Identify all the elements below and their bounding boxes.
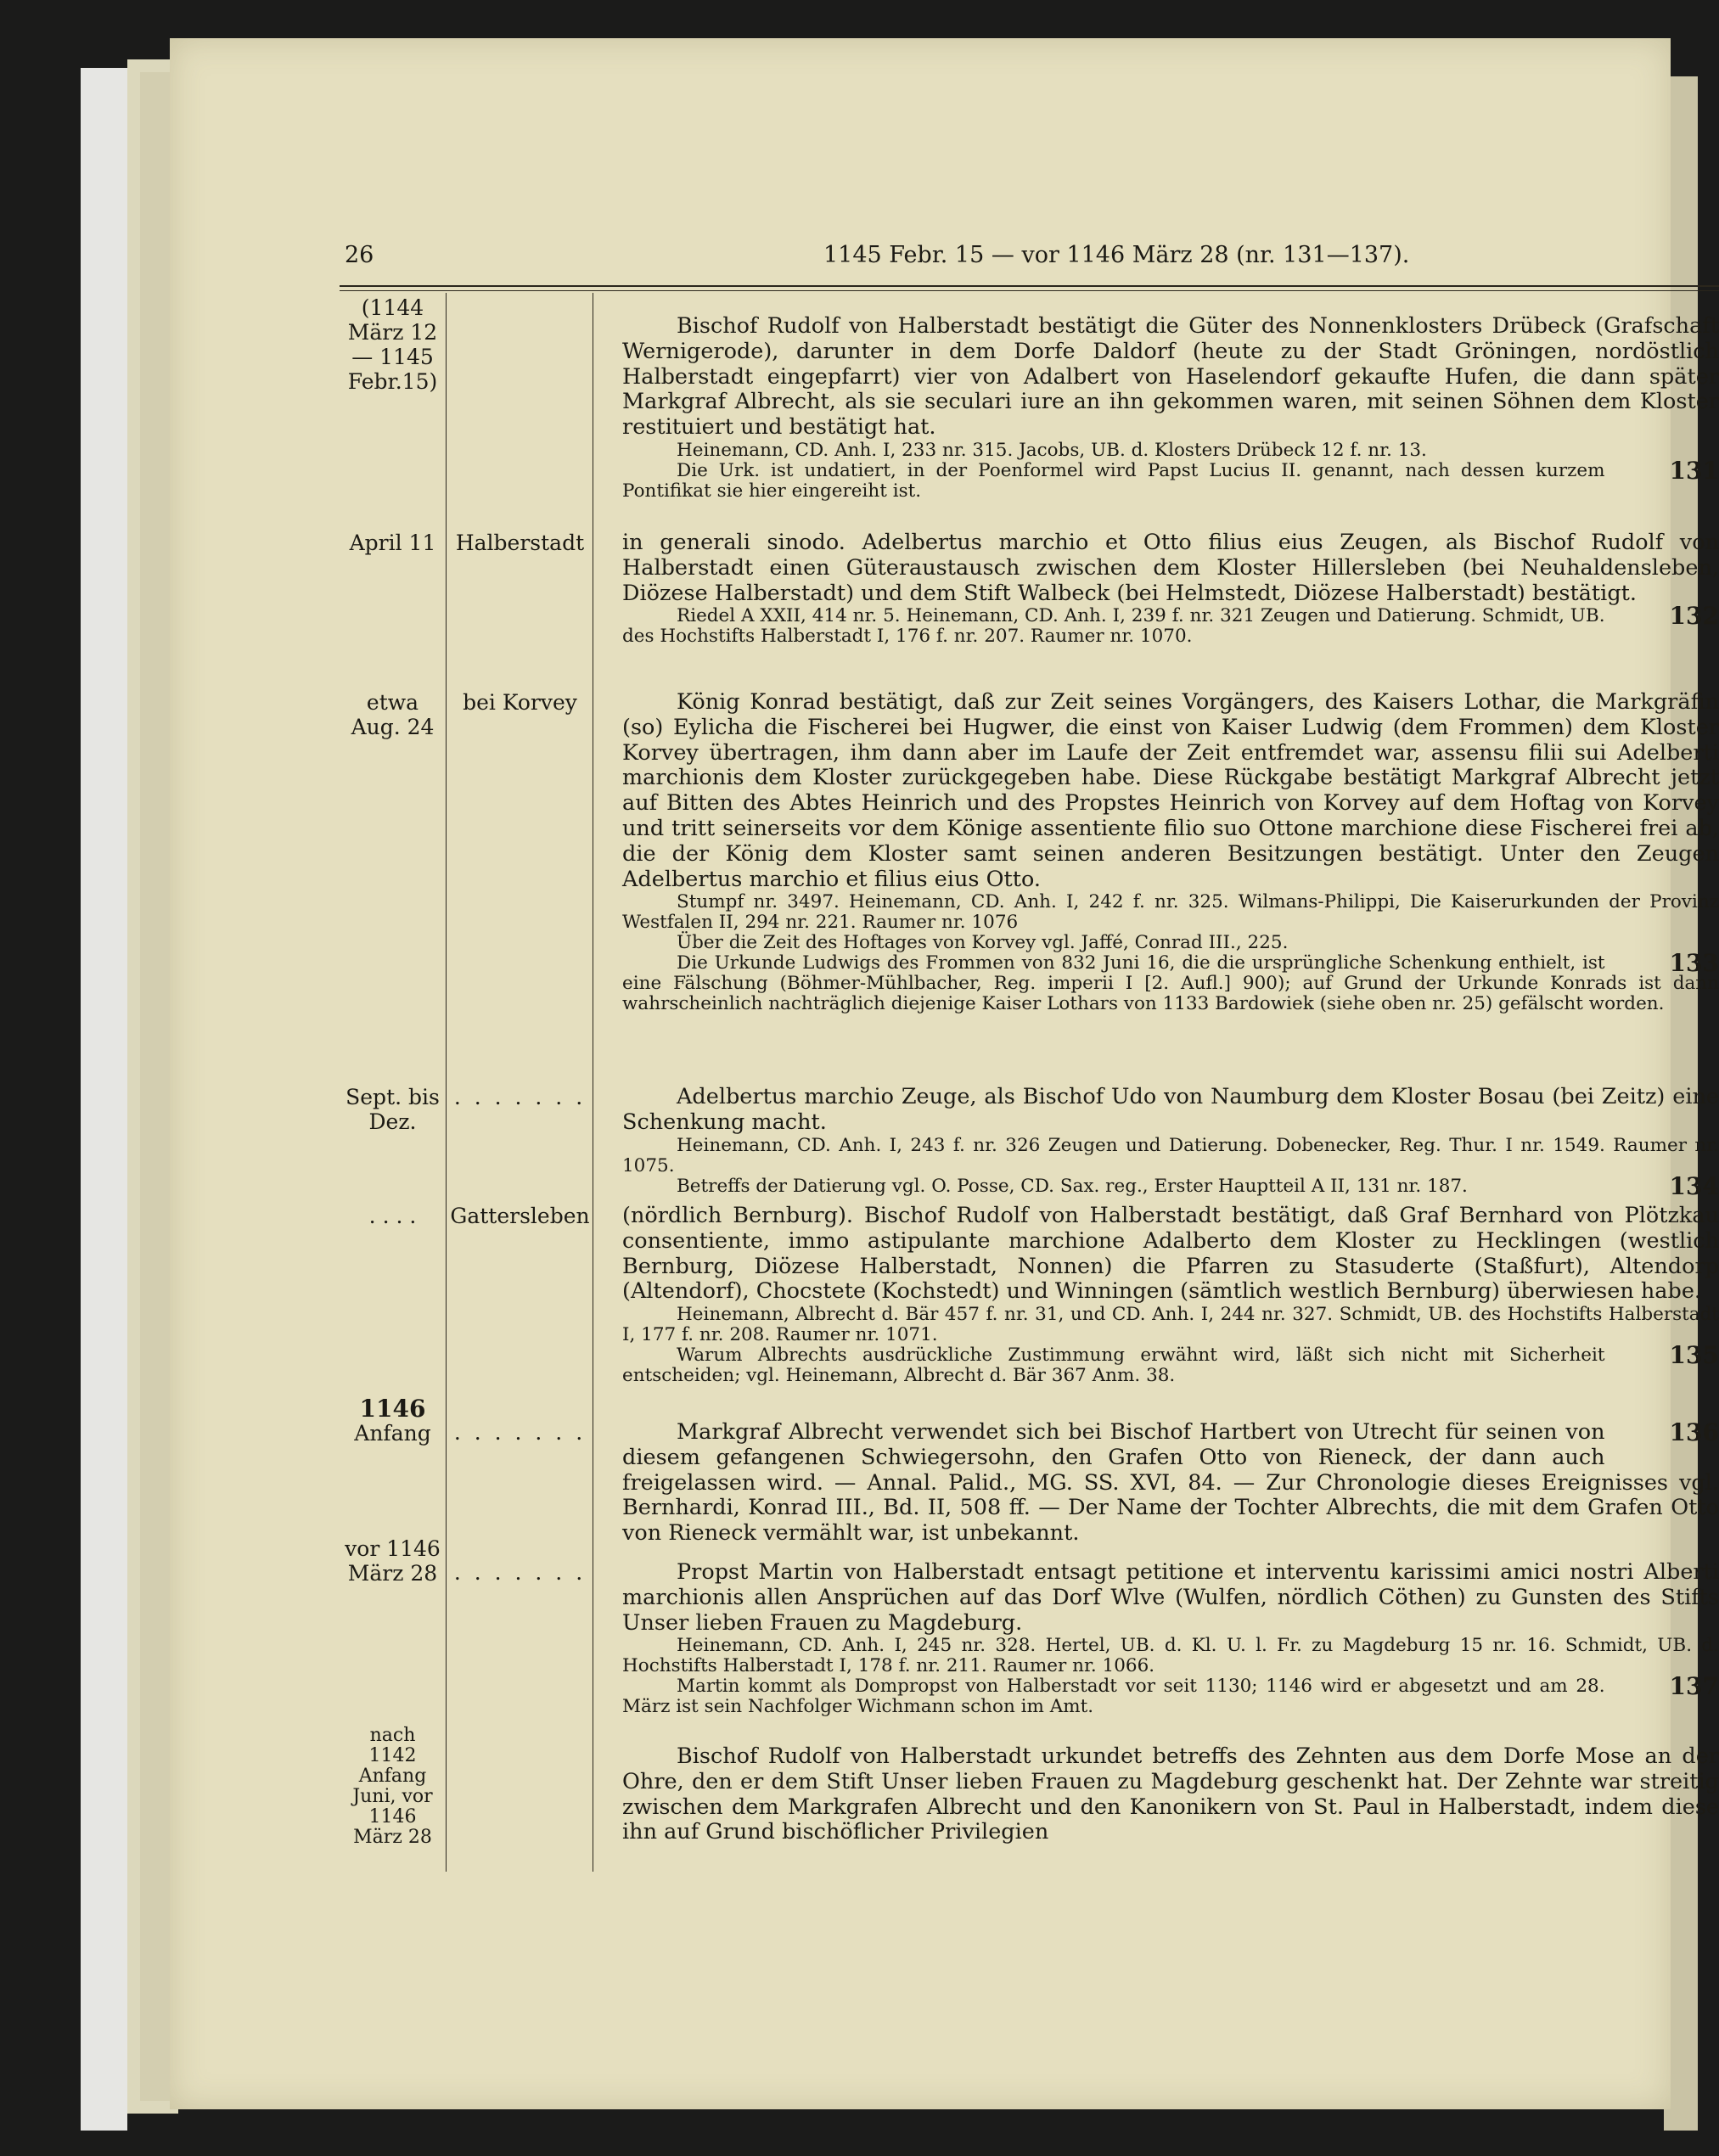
date-cell: 1146 Anfang [354, 1395, 431, 1446]
entry-134 [622, 1084, 1719, 1200]
place-cell: . . . . . . . [453, 1085, 587, 1109]
entry-note: Betreffs der Datierung vgl. O. Posse, CD. Sax. reg., Erster Hauptteil A II, 131 nr. 187. [677, 1175, 1468, 1197]
entry-note: Heinemann, CD. Anh. I, 245 nr. 328. Hertel, UB. d. Kl. U. l. Fr. zu Magdeburg 15 nr. 16. Schmidt, UB. d. Hochstifts Halberstadt I, 178 f. nr. 211. Raumer nr. 1066. [622, 1635, 1719, 1677]
entry-note: Stumpf nr. 3497. Heinemann, CD. Anh. I, 242 f. nr. 325. Wilmans-Philippi, Die Kaiserurkunden der Provinz Westfalen II, 294 nr. 221. Raumer nr. 1076 [622, 891, 1719, 934]
place-cell: bei Korvey [463, 690, 577, 715]
date-cell: nach 1142 Anfang Juni, vor 1146 März 28 [352, 1725, 433, 1848]
entry-note: Heinemann, CD. Anh. I, 243 f. nr. 326 Zeugen und Datierung. Dobenecker, Reg. Thur. I nr. 1549. Raumer nr. 1075. [622, 1134, 1719, 1176]
entry-body: Adelbertus marchio Zeuge, als Bischof Udo von Naumburg dem Kloster Bosau (bei Zeitz) eine Schenkung macht. [622, 1084, 1719, 1135]
place-cell: Halberstadt [455, 531, 585, 555]
entry-135 [622, 1204, 1719, 1386]
entry-number: 134 [1669, 1171, 1719, 1200]
entry-number: 132 [1669, 602, 1719, 631]
date-cell: April 11 [349, 531, 436, 555]
entry-number: 133 [1669, 949, 1719, 978]
binding-strip [81, 68, 127, 2131]
entry-137 [622, 1560, 1719, 1717]
place-cell: . . . . . . . [453, 1420, 587, 1445]
entry-number: 131 [1669, 456, 1719, 485]
date-cell: Sept. bis Dez. [345, 1085, 440, 1134]
entry-136 [622, 1420, 1719, 1547]
entry-number: 137 [1669, 1672, 1719, 1701]
entry-number: 136 [1669, 1418, 1719, 1446]
place-cell: . . . . . . . [453, 1560, 587, 1585]
page-number: 26 [345, 242, 374, 268]
entry-132 [622, 531, 1719, 647]
entry-note: Über die Zeit des Hoftages von Korvey vgl. Jaffé, Conrad III., 225. [677, 932, 1289, 954]
date-cell: vor 1146 März 28 [345, 1536, 441, 1586]
entry-body: in generali sinodo. Adelbertus marchio et Otto filius eius Zeugen, als Bischof Rudolf von Halberstadt einen Güteraustausch zwischen dem Kloster Hillersleben (bei Neuhaldensleben, Diözese Halberstadt) und dem Stift Walbeck (bei Helmstedt, Diözese Halberstadt) bestätigt. [622, 530, 1719, 606]
running-title: 1145 Febr. 15 — vor 1146 März 28 (nr. 131—137). [823, 242, 1410, 268]
entry-body: Propst Martin von Halberstadt entsagt petitione et interventu karissimi amici nostri Alberti marchionis allen Ansprüchen auf das Dorf Wlve (Wulfen, nördlich Cöthen) zu Gunsten des Stifts Unser lieben Frauen zu Magdeburg. [622, 1559, 1719, 1636]
entry-note: Die Urkunde Ludwigs des Frommen von 832 Juni 16, die die ursprüngliche Schenkung enthielt, ist eine Fälschung (Böhmer-Mühlbacher, Reg. imperii I [2. Aufl.] 900); auf Grund der Urkunde Konrads ist dann wahrscheinlich nachträglich diejenige Kaiser Lothars von 1133 Bardowiek (siehe oben nr. 25) gefälscht worden. [622, 952, 1719, 1015]
place-cell: Gattersleben [450, 1204, 590, 1228]
column-divider-date [446, 293, 447, 1872]
book-page [170, 38, 1719, 2109]
entry-133 [622, 690, 1719, 1014]
entry-body: (nördlich Bernburg). Bischof Rudolf von Halberstadt bestätigt, daß Graf Bernhard von Plötzkau consentiente, immo astipulante marchione Adalberto dem Kloster zu Hecklingen (westlich Bernburg, Diözese Halberstadt, Nonnen) die Pfarren zu Stasuderte (Staßfurt), Altendorp (Altendorf), Chocstete (Kochstedt) und Winningen (sämtlich westlich Bernburg) überwiesen habe. [622, 1203, 1719, 1305]
entry-body: Bischof Rudolf von Halberstadt bestätigt die Güter des Nonnenklosters Drübeck (Grafschaft Wernigerode), darunter in dem Dorfe Daldorf (heute zu der Stadt Gröningen, nordöstlich Halberstadt eingepfarrt) vier von Adalbert von Haselendorf gekaufte Hufen, die dann später Markgraf Albrecht, als sie seculari iure an ihn gekommen waren, mit seinen Söhnen dem Kloster restituiert und bestätigt hat. [622, 313, 1719, 441]
entry-note: Heinemann, CD. Anh. I, 233 nr. 315. Jacobs, UB. d. Klosters Drübeck 12 f. nr. 13. [677, 439, 1427, 461]
date-cell: . . . . [368, 1204, 417, 1228]
date-cell: etwa Aug. 24 [351, 690, 435, 739]
entry-body: König Konrad bestätigt, daß zur Zeit seines Vorgängers, des Kaisers Lothar, die Markgräfin (so) Eylicha die Fischerei bei Hugwer, die einst von Kaiser Ludwig (dem Frommen) dem Kloster Korvey übertragen, ihm dann aber im Laufe der Zeit entfremdet war, assensu filii sui Adelberti marchionis dem Kloster zurückgegeben habe. Diese Rückgabe bestätigt Markgraf Albrecht jetzt auf Bitten des Abtes Heinrich und des Propstes Heinrich von Korvey auf dem Hoftag von Korvey und tritt seinerseits vor dem Könige assentiente filio suo Ottone marchione diese Fischerei frei ab, die der König dem Kloster samt seinen anderen Besitzungen bestätigt. Unter den Zeugen Adelbertus marchio et filius eius Otto. [622, 689, 1719, 892]
entry-body: Bischof Rudolf von Halberstadt urkundet betreffs des Zehnten aus dem Dorfe Mose an der Ohre, den er dem Stift Unser lieben Frauen zu Magdeburg geschenkt hat. Der Zehnte war streitig zwischen dem Markgrafen Albrecht und den Kanonikern von St. Paul in Halberstadt, indem diese ihn auf Grund bischöflicher Privilegien [622, 1743, 1719, 1845]
entry-note: Martin kommt als Dompropst von Halberstadt vor seit 1130; 1146 wird er abgesetzt und am 28. März ist sein Nachfolger Wichmann schon im Amt. [622, 1676, 1605, 1718]
date-cell: (1144 März 12 — 1145 Febr.15) [347, 295, 438, 394]
entry-131 [622, 314, 1719, 502]
entry-body: Markgraf Albrecht verwendet sich bei Bischof Hartbert von Utrecht für seinen von diesem gefangenen Schwiegersohn, den Grafen Otto von Rieneck, der dann auch freigelassen wird. — Annal. Palid., MG. SS. XVI, 84. — Zur Chronologie dieses Ereignisses vgl. Bernhardi, Konrad III., Bd. II, 508 ff. — Der Name der Tochter Albrechts, die mit dem Grafen Otto von Rieneck vermählt war, ist unbekannt. [622, 1419, 1719, 1547]
header-rule [340, 285, 1719, 287]
entry-note: Warum Albrechts ausdrückliche Zustimmung erwähnt wird, läßt sich nicht mit Sicherheit entscheiden; vgl. Heinemann, Albrecht d. Bär 367 Anm. 38. [622, 1345, 1605, 1387]
entry-note: Heinemann, Albrecht d. Bär 457 f. nr. 31, und CD. Anh. I, 244 nr. 327. Schmidt, UB. des Hochstifts Halberstadt I, 177 f. nr. 208. Raumer nr. 1071. [622, 1304, 1719, 1346]
entry-note: Die Urk. ist undatiert, in der Poenformel wird Papst Lucius II. genannt, nach dessen kurzem Pontifikat sie hier eingereiht ist. [622, 459, 1605, 502]
entry-138 [622, 1744, 1719, 1845]
entry-number: 135 [1669, 1341, 1719, 1370]
entry-note: Riedel A XXII, 414 nr. 5. Heinemann, CD. Anh. I, 239 f. nr. 321 Zeugen und Datierung. Schmidt, UB. des Hochstifts Halberstadt I, 176 f. nr. 207. Raumer nr. 1070. [622, 605, 1605, 648]
header-rule-thin [340, 290, 1719, 291]
